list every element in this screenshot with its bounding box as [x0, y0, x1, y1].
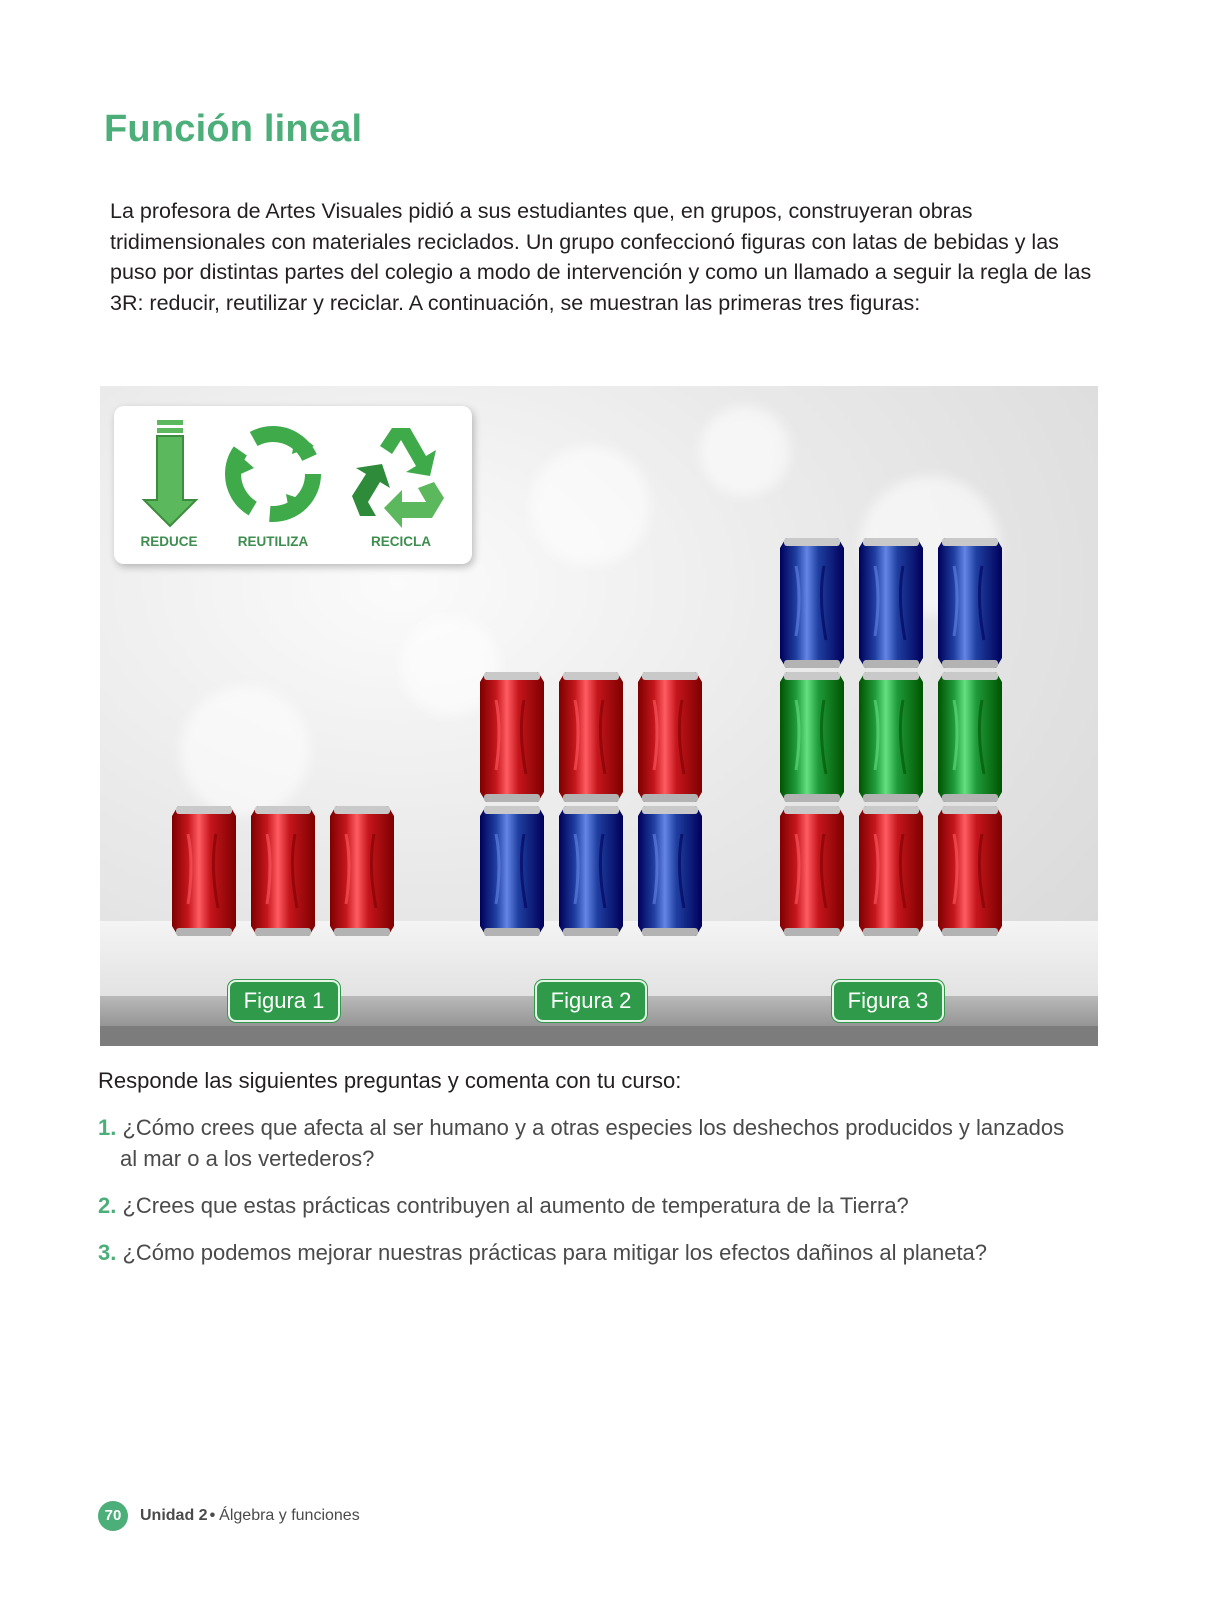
soda-can-blue [555, 804, 627, 938]
question-3-text: ¿Cómo podemos mejorar nuestras prácticas para mitigar los efectos dañinos al planeta? [122, 1240, 988, 1265]
recycle-triangle-icon [346, 416, 456, 528]
soda-can-red [776, 804, 848, 938]
reuse-circle-arrows-icon [218, 416, 328, 528]
logo-label-recicla: RECICLA [371, 534, 431, 549]
page-number: 70 [98, 1501, 128, 1531]
logo-label-reutiliza: REUTILIZA [237, 534, 309, 549]
footer-bullet: • [209, 1507, 216, 1524]
figure-2-label: Figura 2 [535, 980, 647, 1022]
intro-paragraph: La profesora de Artes Visuales pidió a sus estudiantes que, en grupos, construyeran obras tridimensionales con materiales reciclados. Un grupo confeccionó figuras con latas de bebidas y las puso por distintas partes del colegio a modo de intervención y como un llamado a seguir la regla de las 3R: reducir, reutilizar y reciclar. A continuación, se muestran las primeras tres figuras: [110, 199, 1092, 315]
soda-can-blue [634, 804, 706, 938]
reduce-arrow-icon [124, 416, 214, 528]
questions-prompt: Responde las siguientes preguntas y comenta con tu curso: [98, 1068, 682, 1093]
soda-can-red [326, 804, 398, 938]
soda-can-green [776, 670, 848, 804]
logo-reduce [114, 416, 224, 549]
soda-can-blue [776, 536, 848, 670]
bokeh-light [530, 446, 650, 566]
page-footer [98, 1500, 360, 1532]
soda-can-blue [855, 536, 927, 670]
soda-can-red [934, 804, 1006, 938]
page-title: Función lineal [104, 108, 363, 150]
soda-can-red [555, 670, 627, 804]
figure-1-label: Figura 1 [228, 980, 340, 1022]
cans-photo [100, 386, 1098, 1046]
unit-name: Unidad 2 [140, 1507, 208, 1524]
logo-recicla [346, 416, 456, 549]
question-2 [98, 1190, 1078, 1221]
question-1 [98, 1112, 1078, 1174]
soda-can-red [168, 804, 240, 938]
figure-3-label: Figura 3 [832, 980, 944, 1022]
question-3 [98, 1237, 1078, 1268]
question-2-text: ¿Crees que estas prácticas contribuyen al aumento de temperatura de la Tierra? [122, 1193, 909, 1218]
soda-can-blue [476, 804, 548, 938]
soda-can-red [634, 670, 706, 804]
question-1-number: 1. [98, 1115, 117, 1140]
3r-logo-panel [114, 406, 472, 564]
soda-can-red [855, 804, 927, 938]
bokeh-light [700, 406, 790, 496]
logo-label-reduce: REDUCE [140, 534, 198, 549]
question-2-number: 2. [98, 1193, 117, 1218]
logo-reutiliza [218, 416, 328, 549]
bokeh-light [180, 686, 310, 816]
soda-can-blue [934, 536, 1006, 670]
soda-can-green [855, 670, 927, 804]
soda-can-red [476, 670, 548, 804]
soda-can-red [247, 804, 319, 938]
soda-can-green [934, 670, 1006, 804]
question-1-text: ¿Cómo crees que afecta al ser humano y a otras especies los deshechos producidos y lanzados al mar o a los vertederos? [120, 1115, 1065, 1171]
shelf-front [100, 1026, 1098, 1046]
unit-subject: Álgebra y funciones [219, 1507, 360, 1524]
question-3-number: 3. [98, 1240, 117, 1265]
